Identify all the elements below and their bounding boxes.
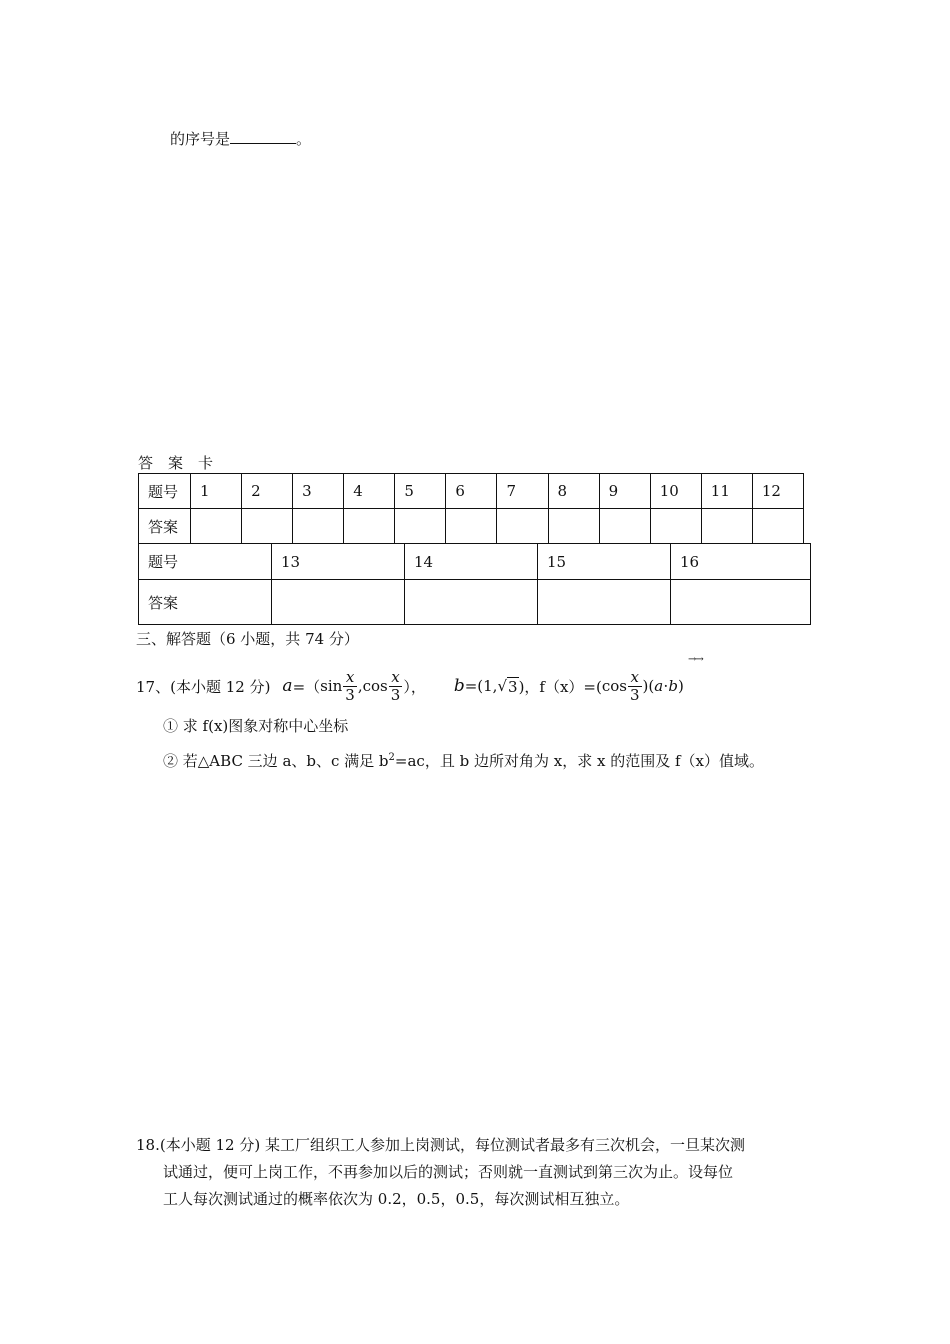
answer-table-fill	[138, 543, 811, 625]
question-18-line-3: 工人每次测试通过的概率依次为 0.2，0.5，0.5，每次测试相互独立。	[163, 1190, 630, 1208]
question-number-cell: 16	[671, 544, 811, 580]
answer-table-choice	[138, 473, 804, 544]
question-18-line-2: 试通过，便可上岗工作，不再参加以后的测试；否则就一直测试到第三次为止。设每位	[163, 1163, 734, 1181]
row-header-answer: 答案	[139, 509, 191, 544]
answer-cell[interactable]	[344, 509, 395, 544]
equals-open: =（	[292, 677, 321, 696]
section-title: 三、解答题（6 小题，共 74 分）	[136, 630, 359, 648]
question-number-cell: 12	[752, 474, 803, 509]
sqrt-value: 3	[508, 677, 518, 696]
close-paren: ），	[403, 677, 426, 696]
question-number-cell: 3	[293, 474, 344, 509]
answer-cell[interactable]	[701, 509, 752, 544]
question-number-cell: 6	[446, 474, 497, 509]
question-number-cell: 14	[405, 544, 538, 580]
question-number-cell: 1	[191, 474, 242, 509]
fx-close: )(	[642, 677, 655, 695]
table-row	[139, 544, 811, 580]
question-17	[136, 664, 684, 708]
question-number-cell: 10	[650, 474, 701, 509]
vector-arrows: →→	[688, 654, 703, 665]
b-equals: =(1,	[464, 677, 498, 695]
fraction-x-over-3: $\frac{x}{3}$	[390, 667, 401, 704]
question-number-cell: 13	[272, 544, 405, 580]
answer-cell[interactable]	[405, 580, 538, 625]
table-row	[139, 580, 811, 625]
sqrt-symbol: √	[497, 677, 508, 695]
answer-cell[interactable]	[446, 509, 497, 544]
fraction-x-over-3: $\frac{x}{3}$	[630, 667, 640, 704]
question-number-cell: 4	[344, 474, 395, 509]
question-18-line-1: 18.(本小题 12 分) 某工厂组织工人参加上岗测试，每位测试者最多有三次机会，一旦某次测	[136, 1136, 745, 1154]
answer-card-title: 答 案 卡	[138, 454, 214, 472]
dot-b: b	[668, 677, 678, 695]
answer-cell[interactable]	[191, 509, 242, 544]
answer-cell[interactable]	[497, 509, 548, 544]
answer-cell[interactable]	[272, 580, 405, 625]
f-of-x: f（x）=(	[539, 677, 602, 696]
dot-symbol: ⋅	[663, 677, 669, 695]
fill-blank-prefix: 的序号是	[170, 130, 231, 148]
row-header-number: 题号	[139, 474, 191, 509]
answer-cell[interactable]	[548, 509, 599, 544]
question-number-cell: 2	[242, 474, 293, 509]
b-close: )，	[518, 677, 540, 696]
cos-fn: cos	[362, 677, 388, 695]
question-number-cell: 9	[599, 474, 650, 509]
answer-cell[interactable]	[538, 580, 671, 625]
question-number-cell: 11	[701, 474, 752, 509]
row-header-answer: 答案	[139, 580, 272, 625]
answer-blank[interactable]	[230, 129, 296, 144]
fraction-x-over-3: $\frac{x}{3}$	[345, 667, 355, 704]
question-number-cell: 5	[395, 474, 446, 509]
vector-b: b	[453, 676, 465, 696]
answer-cell[interactable]	[242, 509, 293, 544]
answer-cell[interactable]	[671, 580, 811, 625]
paren-end: )	[677, 677, 684, 695]
cos-fn: cos	[601, 677, 627, 695]
question-number-cell: 8	[548, 474, 599, 509]
dot-a: a	[654, 677, 664, 695]
question-label: 17、(本小题 12 分)	[136, 677, 271, 696]
fill-blank-suffix: 。	[296, 130, 312, 148]
answer-cell[interactable]	[599, 509, 650, 544]
question-number-cell: 15	[538, 544, 671, 580]
table-row	[139, 509, 804, 544]
answer-cell[interactable]	[650, 509, 701, 544]
comma: ,	[357, 677, 363, 695]
fill-blank-line	[170, 128, 311, 149]
vector-a: a	[282, 676, 293, 696]
row-header-number: 题号	[139, 544, 272, 580]
table-row	[139, 474, 804, 509]
question-17-part-1: ① 求 f(x)图象对称中心坐标	[163, 717, 349, 735]
answer-cell[interactable]	[395, 509, 446, 544]
answer-cell[interactable]	[293, 509, 344, 544]
question-17-part-2: ② 若△ABC 三边 a、b、c 满足 $b^2=ac$，且 b 边所对角为 x，求 x 的范围及 f（x）值域。	[163, 752, 764, 770]
sin-fn: sin	[320, 677, 343, 695]
answer-cell[interactable]	[752, 509, 803, 544]
question-number-cell: 7	[497, 474, 548, 509]
